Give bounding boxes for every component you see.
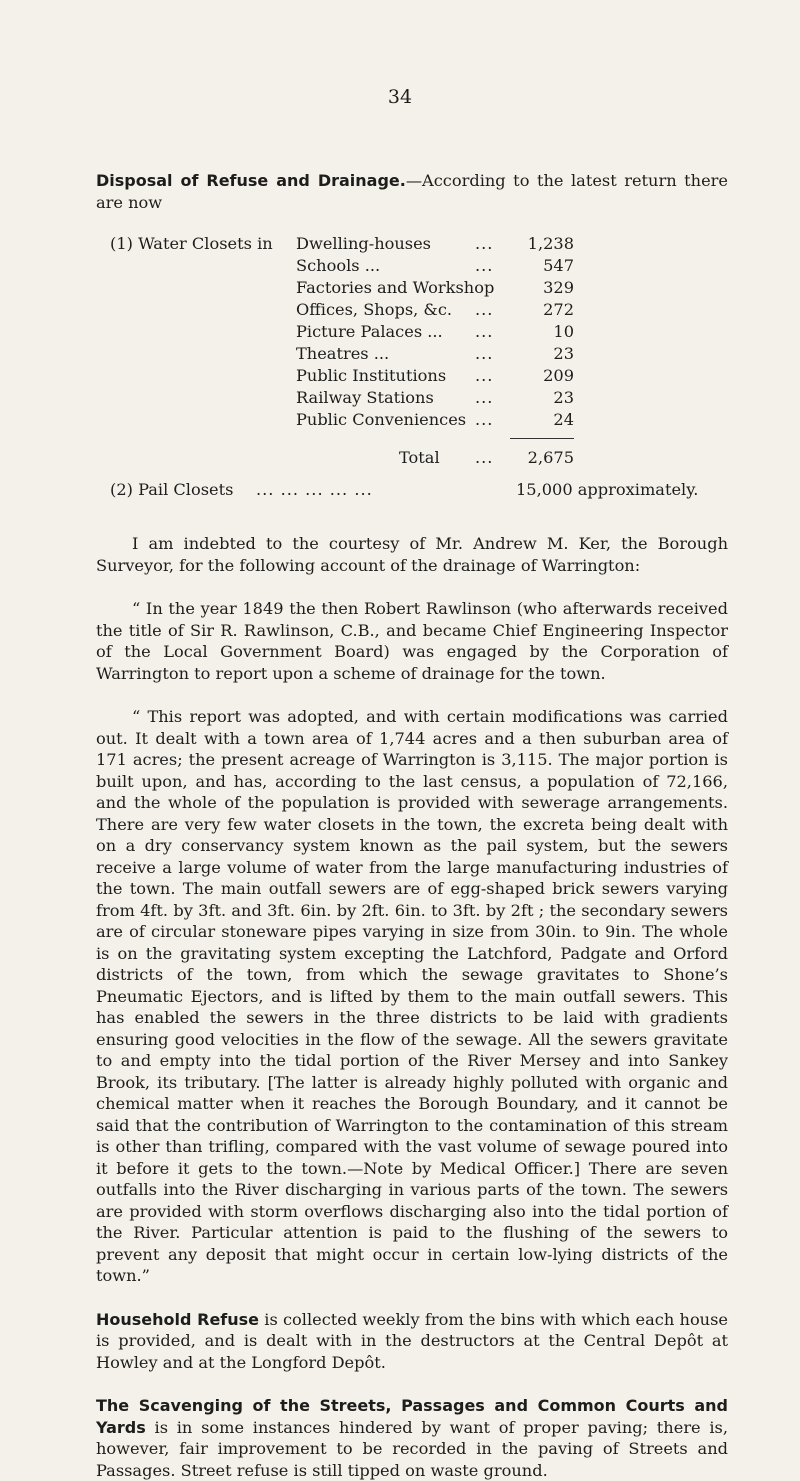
pail-closets-dots: ... ... ... ... ... [256, 480, 373, 499]
closet-item-value: 1,238 [527, 234, 574, 253]
closet-item-dots: ... [475, 256, 494, 275]
closet-item-value: 23 [553, 344, 574, 363]
disposal-intro: —According to the latest return there are now [96, 171, 728, 212]
closet-item-dots: ... [475, 410, 494, 429]
drainage-history-paragraph: “ In the year 1849 the then Robert Rawlinson (who afterwards received the title of Sir R. Rawlinson, C.B., and became Chief Engineering Inspector of the Local Government Board) was engaged by the Corporation of Warrington to report upon a scheme of drainage for the town. [96, 599, 728, 683]
closet-item-value: 209 [543, 366, 574, 385]
closet-item-name: Picture Palaces ... [296, 322, 443, 341]
closets-row-9 [96, 409, 728, 431]
household-refuse-heading: Household Refuse [96, 1309, 260, 1329]
closet-item-name: Theatres ... [296, 344, 390, 363]
closet-item-name: Dwelling-houses [296, 234, 431, 253]
closets-row-1 [96, 233, 728, 255]
acknowledgement-paragraph: I am indebted to the courtesy of Mr. Andrew M. Ker, the Borough Surveyor, for the following account of the drainage of Warrington: [96, 534, 728, 575]
water-closets-label: (1) Water Closets in [110, 234, 273, 253]
closets-row-3 [96, 277, 728, 299]
closet-item-dots: ... [475, 388, 494, 407]
closets-row-4 [96, 299, 728, 321]
closets-row-2 [96, 255, 728, 277]
closet-item-name: Public Institutions [296, 366, 447, 385]
disposal-paragraph [96, 170, 728, 213]
disposal-heading: Disposal of Refuse and Drainage. [96, 171, 406, 190]
closet-item-value: 329 [543, 278, 574, 297]
scavenging-heading: The Scavenging of the Streets, Passages and Common Courts and Yards [96, 1396, 728, 1437]
closet-item-value: 10 [553, 322, 574, 341]
closets-table [96, 233, 728, 503]
closets-row-6 [96, 343, 728, 365]
closets-row-5 [96, 321, 728, 343]
pail-closets-label: (2) Pail Closets [110, 480, 234, 499]
closets-row-8 [96, 387, 728, 409]
household-refuse-paragraph [96, 1309, 728, 1374]
closet-item-dots: ... [475, 300, 494, 319]
closet-item-name: Schools ... [296, 256, 381, 275]
closet-item-dots: ... [475, 344, 494, 363]
closet-item-dots: ... [475, 366, 494, 385]
closet-item-value: 23 [553, 388, 574, 407]
total-dots: ... [475, 448, 494, 467]
scavenging-paragraph [96, 1395, 728, 1481]
drainage-report-paragraph: “ This report was adopted, and with certain modifications was carried out. It dealt with a town area of 1,744 acres and a then suburban area of 171 acres; the present acreage of Warrington is 3,115. The major portion is built upon, and has, according to the last census, a population of 72,166, and the whole of the population is provided with sewerage arrangements. There are very few water closets in the town, the excreta being dealt with on a dry conservancy system known as the pail system, but the sewers receive a large volume of water from the large manufacturing industries of the town. The main outfall sewers are of egg-shaped brick sewers varying from 4ft. by 3ft. and 3ft. 6in. by 2ft. 6in. to 3ft. by 2ft ; the secondary sewers are of circular stoneware pipes varying in size from 30in. to 9in. The whole is on the gravitating system excepting the Latchford, Padgate and Orford districts of the town, from which the sewage gravitates to Shone’s Pneumatic Ejectors, and is lifted by them to the main outfall sewers. This has enabled the sewers in the three districts to be laid with gradients ensuring good velocities in the flow of the sewage. All the sewers gravitate to and empty into the tidal portion of the River Mersey and into Sankey Brook, its tributary. [The latter is already highly polluted with organic and chemical matter when it reaches the Borough Boundary, and it cannot be said that the contribution of Warrington to the contamination of this stream is other than trifling, compared with the vast volume of sewage poured into it before it gets to the town.—Note by Medical Officer.] There are seven outfalls into the River discharging in various parts of the town. The sewers are provided with storm overflows discharging also into the tidal portion of the River. Particular attention is paid to the flushing of the sewers to prevent any deposit that might occur in certain low-lying districts of the town.” [96, 707, 728, 1285]
pail-closets-value: 15,000 approximately. [516, 480, 699, 499]
closet-item-dots: ... [475, 322, 494, 341]
closet-item-name: Railway Stations [296, 388, 434, 407]
household-refuse-text: is collected weekly from the bins with which each house is provided, and is dealt with in the destructors at the Central Depôt at Howley and at the Longford Depôt. [96, 1309, 728, 1372]
closet-item-name: Public Conveniences [296, 410, 467, 429]
closet-item-value: 24 [553, 410, 574, 429]
page-number: 34 [387, 86, 413, 108]
total-rule [510, 438, 574, 439]
closet-item-name: Offices, Shops, &c. [296, 300, 453, 319]
total-label: Total [399, 448, 440, 467]
closets-total-row [96, 447, 728, 469]
scavenging-text: is in some instances hindered by want of proper paving; there is, however, fair improvement to be recorded in the paving of Streets and Passages. Street refuse is still tipped on waste ground. [96, 1417, 728, 1480]
closet-item-name: Factories and Workshop [296, 278, 495, 297]
closets-row-7 [96, 365, 728, 387]
closet-item-value: 547 [543, 256, 574, 275]
total-value: 2,675 [527, 448, 574, 467]
closet-item-value: 272 [543, 300, 574, 319]
pail-closets-row [96, 479, 728, 501]
page-content [96, 170, 728, 1481]
closet-item-dots: ... [475, 234, 494, 253]
